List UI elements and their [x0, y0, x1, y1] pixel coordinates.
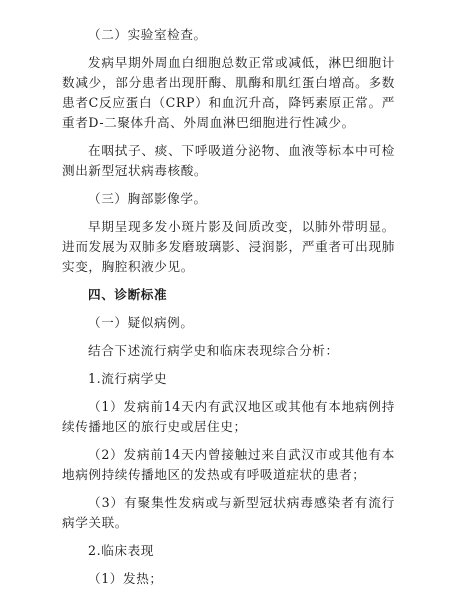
paragraph-clinical-item-1: （1）发热；: [88, 571, 163, 586]
section-heading-imaging: （三）胸部影像学。: [88, 191, 207, 206]
paragraph-imaging-findings: 早期呈现多发小斑片影及间质改变，以肺外带明显。进而发展为双肺多发磨玻璃影、浸润影，严重者可出现肺实变，胸腔积液少见。: [62, 219, 395, 274]
paragraph-epi-item-3: （3）有聚集性发病或与新型冠状病毒感染者有流行病学关联。: [62, 495, 395, 530]
paragraph-nucleic-acid: 在咽拭子、痰、下呼吸道分泌物、血液等标本中可检测出新型冠状病毒核酸。: [62, 143, 395, 178]
section-heading-diagnosis-criteria: 四、诊断标准: [88, 287, 168, 302]
subheading-epidemiology: 1.流行病学史: [88, 371, 168, 386]
paragraph-lab-findings: 发病早期外周血白细胞总数正常或减低，淋巴细胞计数减少，部分患者出现肝酶、肌酶和肌红蛋白增高。多数患者C反应蛋白（CRP）和血沉升高，降钙素原正常。严重者D-二聚体升高、外周血淋巴细胞进行性减少。: [62, 55, 395, 130]
section-heading-lab-tests: （二）实验室检查。: [88, 27, 207, 42]
subheading-clinical: 2.临床表现: [88, 543, 154, 558]
paragraph-epi-item-1: （1）发病前14天内有武汉地区或其他有本地病例持续传播地区的旅行史或居住史；: [62, 399, 395, 434]
paragraph-epi-item-2: （2）发病前14天内曾接触过来自武汉市或其他有本地病例持续传播地区的发热或有呼吸道症状的患者；: [62, 447, 395, 482]
section-heading-suspected-cases: （一）疑似病例。: [88, 315, 194, 330]
paragraph-combined-analysis: 结合下述流行病学史和临床表现综合分析：: [88, 343, 339, 358]
